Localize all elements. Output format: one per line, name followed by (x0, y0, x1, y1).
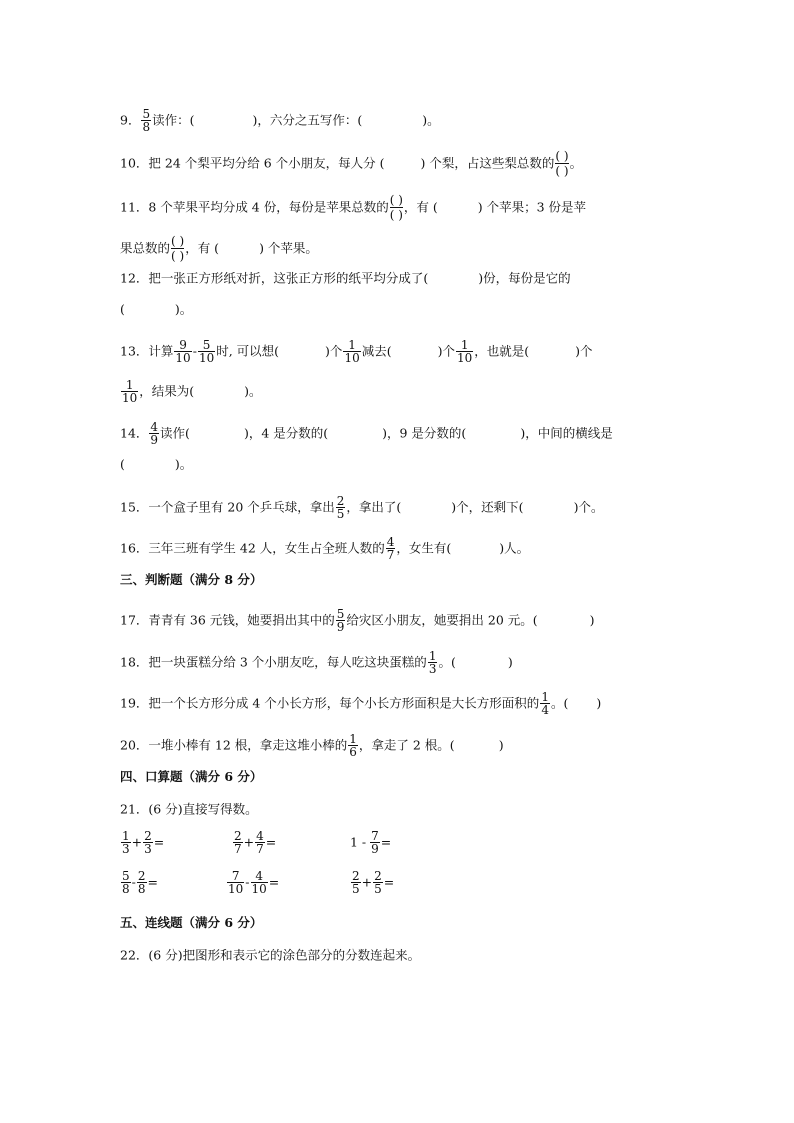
question-21: 21．(6 分)直接写得数。 (120, 801, 258, 817)
calc-item[interactable]: $\frac{7}{10}$ - $\frac{4}{10}$ = (228, 869, 280, 896)
question-number: 12． (120, 270, 149, 286)
fraction: $\frac{5}{8}$ (142, 107, 151, 134)
section-heading-judgement: 三、判断题（满分 8 分） (120, 572, 263, 587)
question-14-cont: ( )。 (120, 456, 193, 472)
question-17: 17．青青有 36 元钱，她要捐出其中的 $\frac{5}{9}$ 给灾区小朋友，她要捐出 20 元。( ) (120, 607, 595, 634)
question-number: 18． (120, 654, 149, 670)
question-number: 10． (120, 155, 149, 171)
question-22: 22．(6 分)把图形和表示它的涂色部分的分数连起来。 (120, 947, 421, 963)
fraction: $\frac{2}{5}$ (336, 494, 345, 521)
question-12-cont: ( )。 (120, 301, 193, 317)
question-13: 13．计算 $\frac{9}{10}$ - $\frac{5}{10}$ 时, 可以想( )个 $\frac{1}{10}$ 减去( )个 $\frac{1}{10}$ ，也就是( )个 (120, 338, 593, 365)
question-11-cont: 果总数的 ( ) ( ) ，有 ( ) 个苹果。 (120, 234, 318, 263)
question-15: 15．一个盒子里有 20 个乒乓球，拿出 $\frac{2}{5}$ ，拿出了( )个，还剩下( )个。 (120, 494, 604, 521)
question-number: 13． (120, 343, 149, 359)
question-number: 11． (120, 199, 149, 215)
calc-item[interactable]: $\frac{2}{5}$ + $\frac{2}{5}$ = (352, 869, 395, 896)
question-number: 21． (120, 801, 149, 817)
question-16: 16．三年三班有学生 42 人，女生占全班人数的 $\frac{4}{7}$ ，女生有( )人。 (120, 535, 530, 562)
question-number: 14． (120, 425, 149, 441)
question-10: 10．把 24 个梨平均分给 6 个小朋友，每人分 ( ) 个梨，占这些梨总数的 ( ) ( ) 。 (120, 149, 583, 178)
fraction: $\frac{1}{10}$ (122, 378, 138, 405)
calc-item[interactable]: $\frac{5}{8}$ - $\frac{2}{8}$ = (122, 869, 158, 896)
question-number: 20． (120, 737, 149, 753)
fraction: $\frac{4}{7}$ (386, 535, 395, 562)
question-18: 18．把一块蛋糕分给 3 个小朋友吃，每人吃这块蛋糕的 $\frac{1}{3}$ 。( ) (120, 649, 513, 676)
calc-item[interactable]: $\frac{1}{3}$ + $\frac{2}{3}$ = (122, 829, 165, 856)
section-heading-mental-math: 四、口算题（满分 6 分） (120, 769, 263, 784)
fraction: $\frac{1}{3}$ (428, 649, 437, 676)
question-11: 11．8 个苹果平均分成 4 份，每份是苹果总数的 ( ) ( ) ，有 ( ) 个苹果；3 份是苹 (120, 193, 587, 222)
fraction: $\frac{5}{10}$ (198, 338, 215, 365)
question-20: 20．一堆小棒有 12 根，拿走这堆小棒的 $\frac{1}{6}$ ，拿走了 2 根。( ) (120, 732, 504, 759)
calc-item[interactable]: 1 - $\frac{7}{9}$ = (350, 829, 392, 856)
question-number: 17． (120, 612, 149, 628)
question-13-cont: $\frac{1}{10}$ ，结果为( )。 (122, 378, 262, 405)
blank-fraction[interactable]: ( ) ( ) (171, 234, 185, 263)
question-number: 15． (120, 499, 149, 515)
question-number: 19． (120, 695, 149, 711)
fraction: $\frac{4}{9}$ (150, 420, 159, 447)
question-number: 16． (120, 540, 149, 556)
question-12: 12．把一张正方形纸对折，这张正方形的纸平均分成了( )份，每份是它的 (120, 270, 571, 286)
fraction: $\frac{1}{4}$ (541, 690, 549, 717)
calc-item[interactable]: $\frac{2}{7}$ + $\frac{4}{7}$ = (234, 829, 277, 856)
section-heading-matching: 五、连线题（满分 6 分） (120, 915, 263, 930)
question-number: 22． (120, 947, 149, 963)
blank-fraction[interactable]: ( ) ( ) (389, 193, 403, 222)
question-number: 9． (120, 112, 141, 128)
fraction: $\frac{1}{10}$ (457, 338, 473, 365)
fraction: $\frac{1}{6}$ (349, 732, 357, 759)
blank-fraction[interactable]: ( ) ( ) (555, 149, 569, 178)
question-19: 19．把一个长方形分成 4 个小长方形，每个小长方形面积是大长方形面积的 $\frac{1}{4}$ 。( ) (120, 690, 602, 717)
fraction: $\frac{5}{9}$ (336, 607, 345, 634)
question-9: 9． $\frac{5}{8}$ 读作：( )，六分之五写作：( )。 (120, 107, 440, 134)
fraction: $\frac{1}{10}$ (344, 338, 360, 365)
question-14: 14． $\frac{4}{9}$ 读作( )，4 是分数的( )，9 是分数的( )，中间的横线是 (120, 420, 613, 447)
fraction: $\frac{9}{10}$ (175, 338, 191, 365)
